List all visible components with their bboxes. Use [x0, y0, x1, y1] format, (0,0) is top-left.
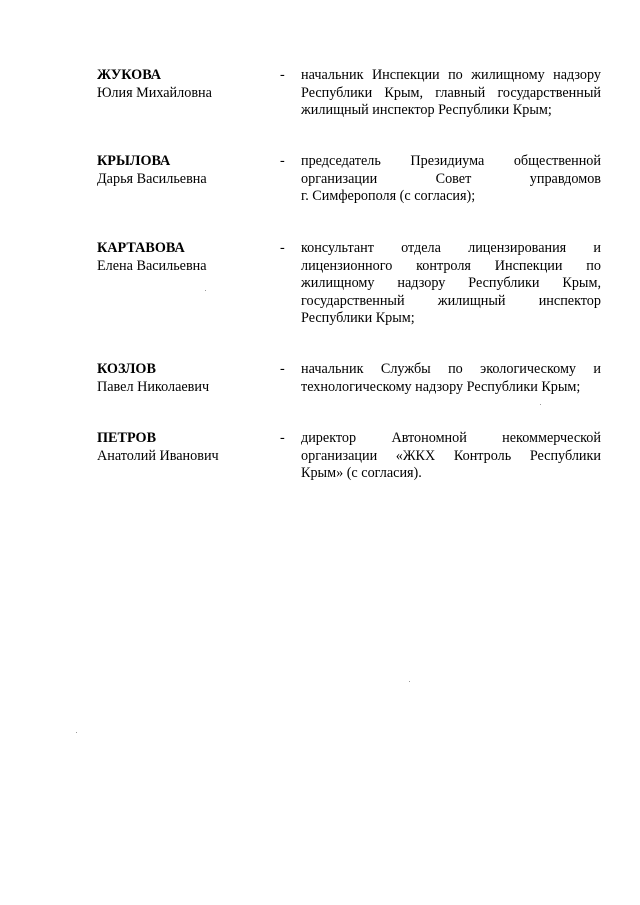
position-line: Крым» (с согласия). — [301, 465, 422, 481]
scan-speck — [76, 732, 77, 733]
member-surname: КОЗЛОВ — [97, 361, 156, 377]
scan-speck — [205, 290, 206, 291]
member-dash: - — [280, 361, 285, 377]
member-name-block — [97, 153, 272, 188]
scan-speck — [409, 681, 410, 682]
member-dash: - — [280, 240, 285, 256]
position-line: начальник Службы по экологическому и — [301, 361, 601, 377]
member-given-names: Юлия Михайловна — [97, 84, 212, 101]
position-line: председатель Президиума общественной — [301, 153, 601, 169]
member-name-block — [97, 240, 272, 275]
position-line: государственный жилищный инспектор — [301, 292, 601, 309]
member-name-block — [97, 67, 272, 102]
member-position — [301, 240, 601, 328]
position-line: лицензионного контроля Инспекции по — [301, 257, 601, 274]
member-position — [301, 361, 601, 396]
position-line: жилищный инспектор Республики Крым; — [301, 102, 552, 118]
member-given-names: Павел Николаевич — [97, 378, 210, 395]
member-position — [301, 67, 601, 120]
position-line: начальник Инспекции по жилищному надзору — [301, 67, 601, 83]
member-name-block — [97, 430, 272, 465]
position-line: Республики Крым, главный государственный — [301, 84, 601, 101]
member-position — [301, 153, 601, 206]
position-line: г. Симферополя (с согласия); — [301, 188, 476, 204]
member-surname: КРЫЛОВА — [97, 153, 171, 169]
member-surname: ПЕТРОВ — [97, 430, 157, 446]
member-surname: ЖУКОВА — [97, 67, 162, 83]
position-line: жилищному надзору Республики Крым, — [301, 275, 601, 291]
member-dash: - — [280, 67, 285, 83]
position-line: организации «ЖКХ Контроль Республики — [301, 447, 601, 464]
position-line: Республики Крым; — [301, 310, 415, 326]
member-given-names: Дарья Васильевна — [97, 170, 207, 187]
member-given-names: Анатолий Иванович — [97, 447, 219, 464]
position-line: организации Совет управдомов — [301, 170, 601, 187]
scan-speck — [540, 404, 541, 405]
member-name-block — [97, 361, 272, 396]
member-dash: - — [280, 430, 285, 446]
member-surname: КАРТАВОВА — [97, 240, 185, 256]
member-dash: - — [280, 153, 285, 169]
member-given-names: Елена Васильевна — [97, 257, 207, 274]
position-line: директор Автономной некоммерческой — [301, 430, 601, 446]
position-line: консультант отдела лицензирования и — [301, 240, 601, 256]
member-position — [301, 430, 601, 483]
position-line: технологическому надзору Республики Крым; — [301, 378, 581, 395]
